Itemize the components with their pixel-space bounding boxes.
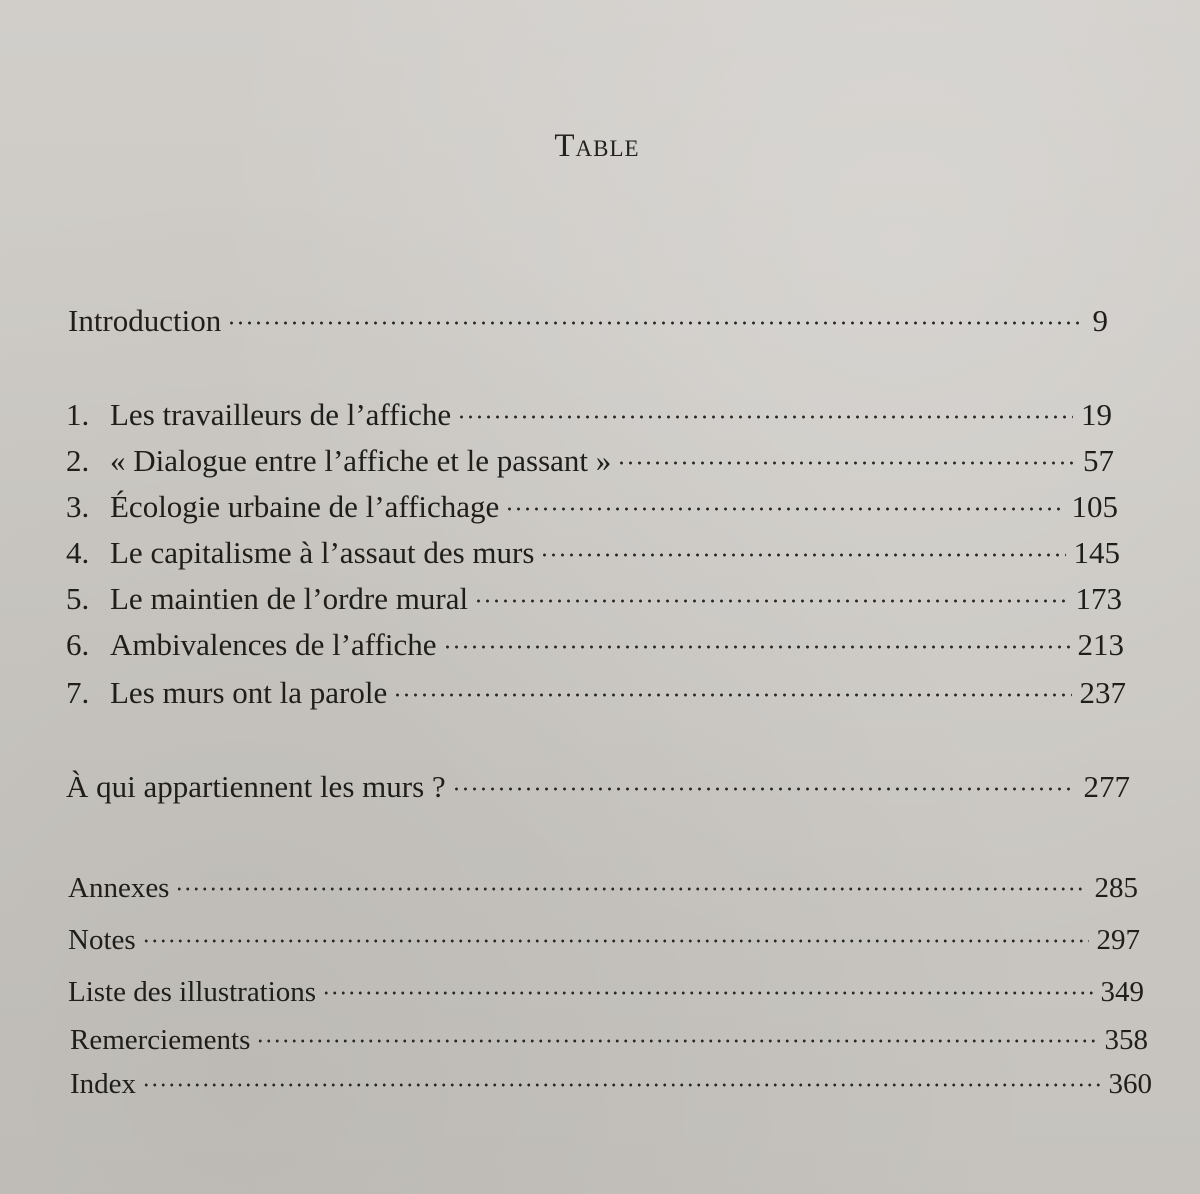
- toc-entry-page-number: 360: [1108, 1068, 1152, 1100]
- dot-leader: [393, 672, 1071, 703]
- toc-entry-page-number: 173: [1075, 581, 1122, 616]
- page-title-text: Table: [554, 128, 640, 164]
- toc-entry-chapter: [66, 578, 1122, 617]
- toc-entry-label: Les murs ont la parole: [110, 675, 388, 710]
- chapter-number: 5.: [66, 581, 90, 616]
- dot-leader: [505, 486, 1063, 517]
- toc-entry-back-matter: [68, 868, 1138, 905]
- chapter-number: 1.: [66, 397, 90, 432]
- toc-entry-introduction: [68, 300, 1108, 339]
- dot-leader: [256, 1020, 1096, 1049]
- toc-entry-label: Annexes: [68, 872, 170, 904]
- toc-entry-chapter: [66, 532, 1120, 571]
- toc-entry-back-matter: [68, 972, 1144, 1009]
- toc-entry-label: À qui appartiennent les murs ?: [66, 769, 446, 804]
- chapter-number: 6.: [66, 627, 90, 662]
- toc-entry-label: Index: [70, 1068, 137, 1100]
- toc-entry-page-number: 105: [1071, 489, 1118, 524]
- toc-entry-page-number: 358: [1104, 1024, 1148, 1056]
- toc-entry-page-number: 9: [1092, 303, 1108, 338]
- dot-leader: [443, 624, 1070, 655]
- toc-entry-chapter: [66, 440, 1114, 479]
- dot-leader: [142, 920, 1089, 949]
- toc-entry-chapter: [66, 394, 1112, 433]
- toc-entry-chapter: [66, 624, 1124, 663]
- toc-entry-page-number: 277: [1083, 769, 1130, 804]
- toc-entry-page-number: 19: [1081, 397, 1112, 432]
- toc-entry-label: Le maintien de l’ordre mural: [110, 581, 469, 616]
- dot-leader: [322, 972, 1092, 1001]
- toc-entry-page-number: 145: [1073, 535, 1120, 570]
- toc-entry-page-number: 285: [1094, 872, 1138, 904]
- toc-entry-conclusion: [66, 766, 1130, 805]
- chapter-number: 2.: [66, 443, 90, 478]
- toc-entry-label: Écologie urbaine de l’affichage: [110, 489, 500, 524]
- toc-entry-back-matter: [70, 1020, 1148, 1057]
- toc-entry-page-number: 213: [1077, 627, 1124, 662]
- toc-entry-chapter: [66, 486, 1118, 525]
- toc-entry-page-number: 297: [1096, 924, 1140, 956]
- chapter-number: 4.: [66, 535, 90, 570]
- toc-entry-label: « Dialogue entre l’affiche et le passant »: [110, 443, 612, 478]
- dot-leader: [175, 868, 1086, 897]
- toc-entry-back-matter: [68, 920, 1140, 957]
- toc-entry-label: Ambivalences de l’affiche: [110, 627, 437, 662]
- chapter-number: 7.: [66, 675, 90, 710]
- chapter-number: 3.: [66, 489, 90, 524]
- dot-leader: [227, 300, 1084, 331]
- dot-leader: [617, 440, 1075, 471]
- toc-entry-label: Les travailleurs de l’affiche: [110, 397, 452, 432]
- dot-leader: [142, 1064, 1100, 1093]
- toc-entry-label: Remerciements: [70, 1024, 251, 1056]
- toc-entry-chapter: [66, 672, 1126, 711]
- toc-entry-back-matter: [70, 1064, 1152, 1101]
- dot-leader: [540, 532, 1065, 563]
- toc-entry-label: Liste des illustrations: [68, 976, 317, 1008]
- toc-entry-page-number: 57: [1083, 443, 1114, 478]
- toc-entry-page-number: 349: [1100, 976, 1144, 1008]
- toc-entry-page-number: 237: [1079, 675, 1126, 710]
- toc-entry-label: Le capitalisme à l’assaut des murs: [110, 535, 535, 570]
- page-title: [0, 128, 1200, 165]
- dot-leader: [457, 394, 1073, 425]
- dot-leader: [474, 578, 1067, 609]
- dot-leader: [452, 766, 1076, 797]
- toc-entry-label: Notes: [68, 924, 136, 956]
- toc-entry-label: Introduction: [68, 303, 222, 338]
